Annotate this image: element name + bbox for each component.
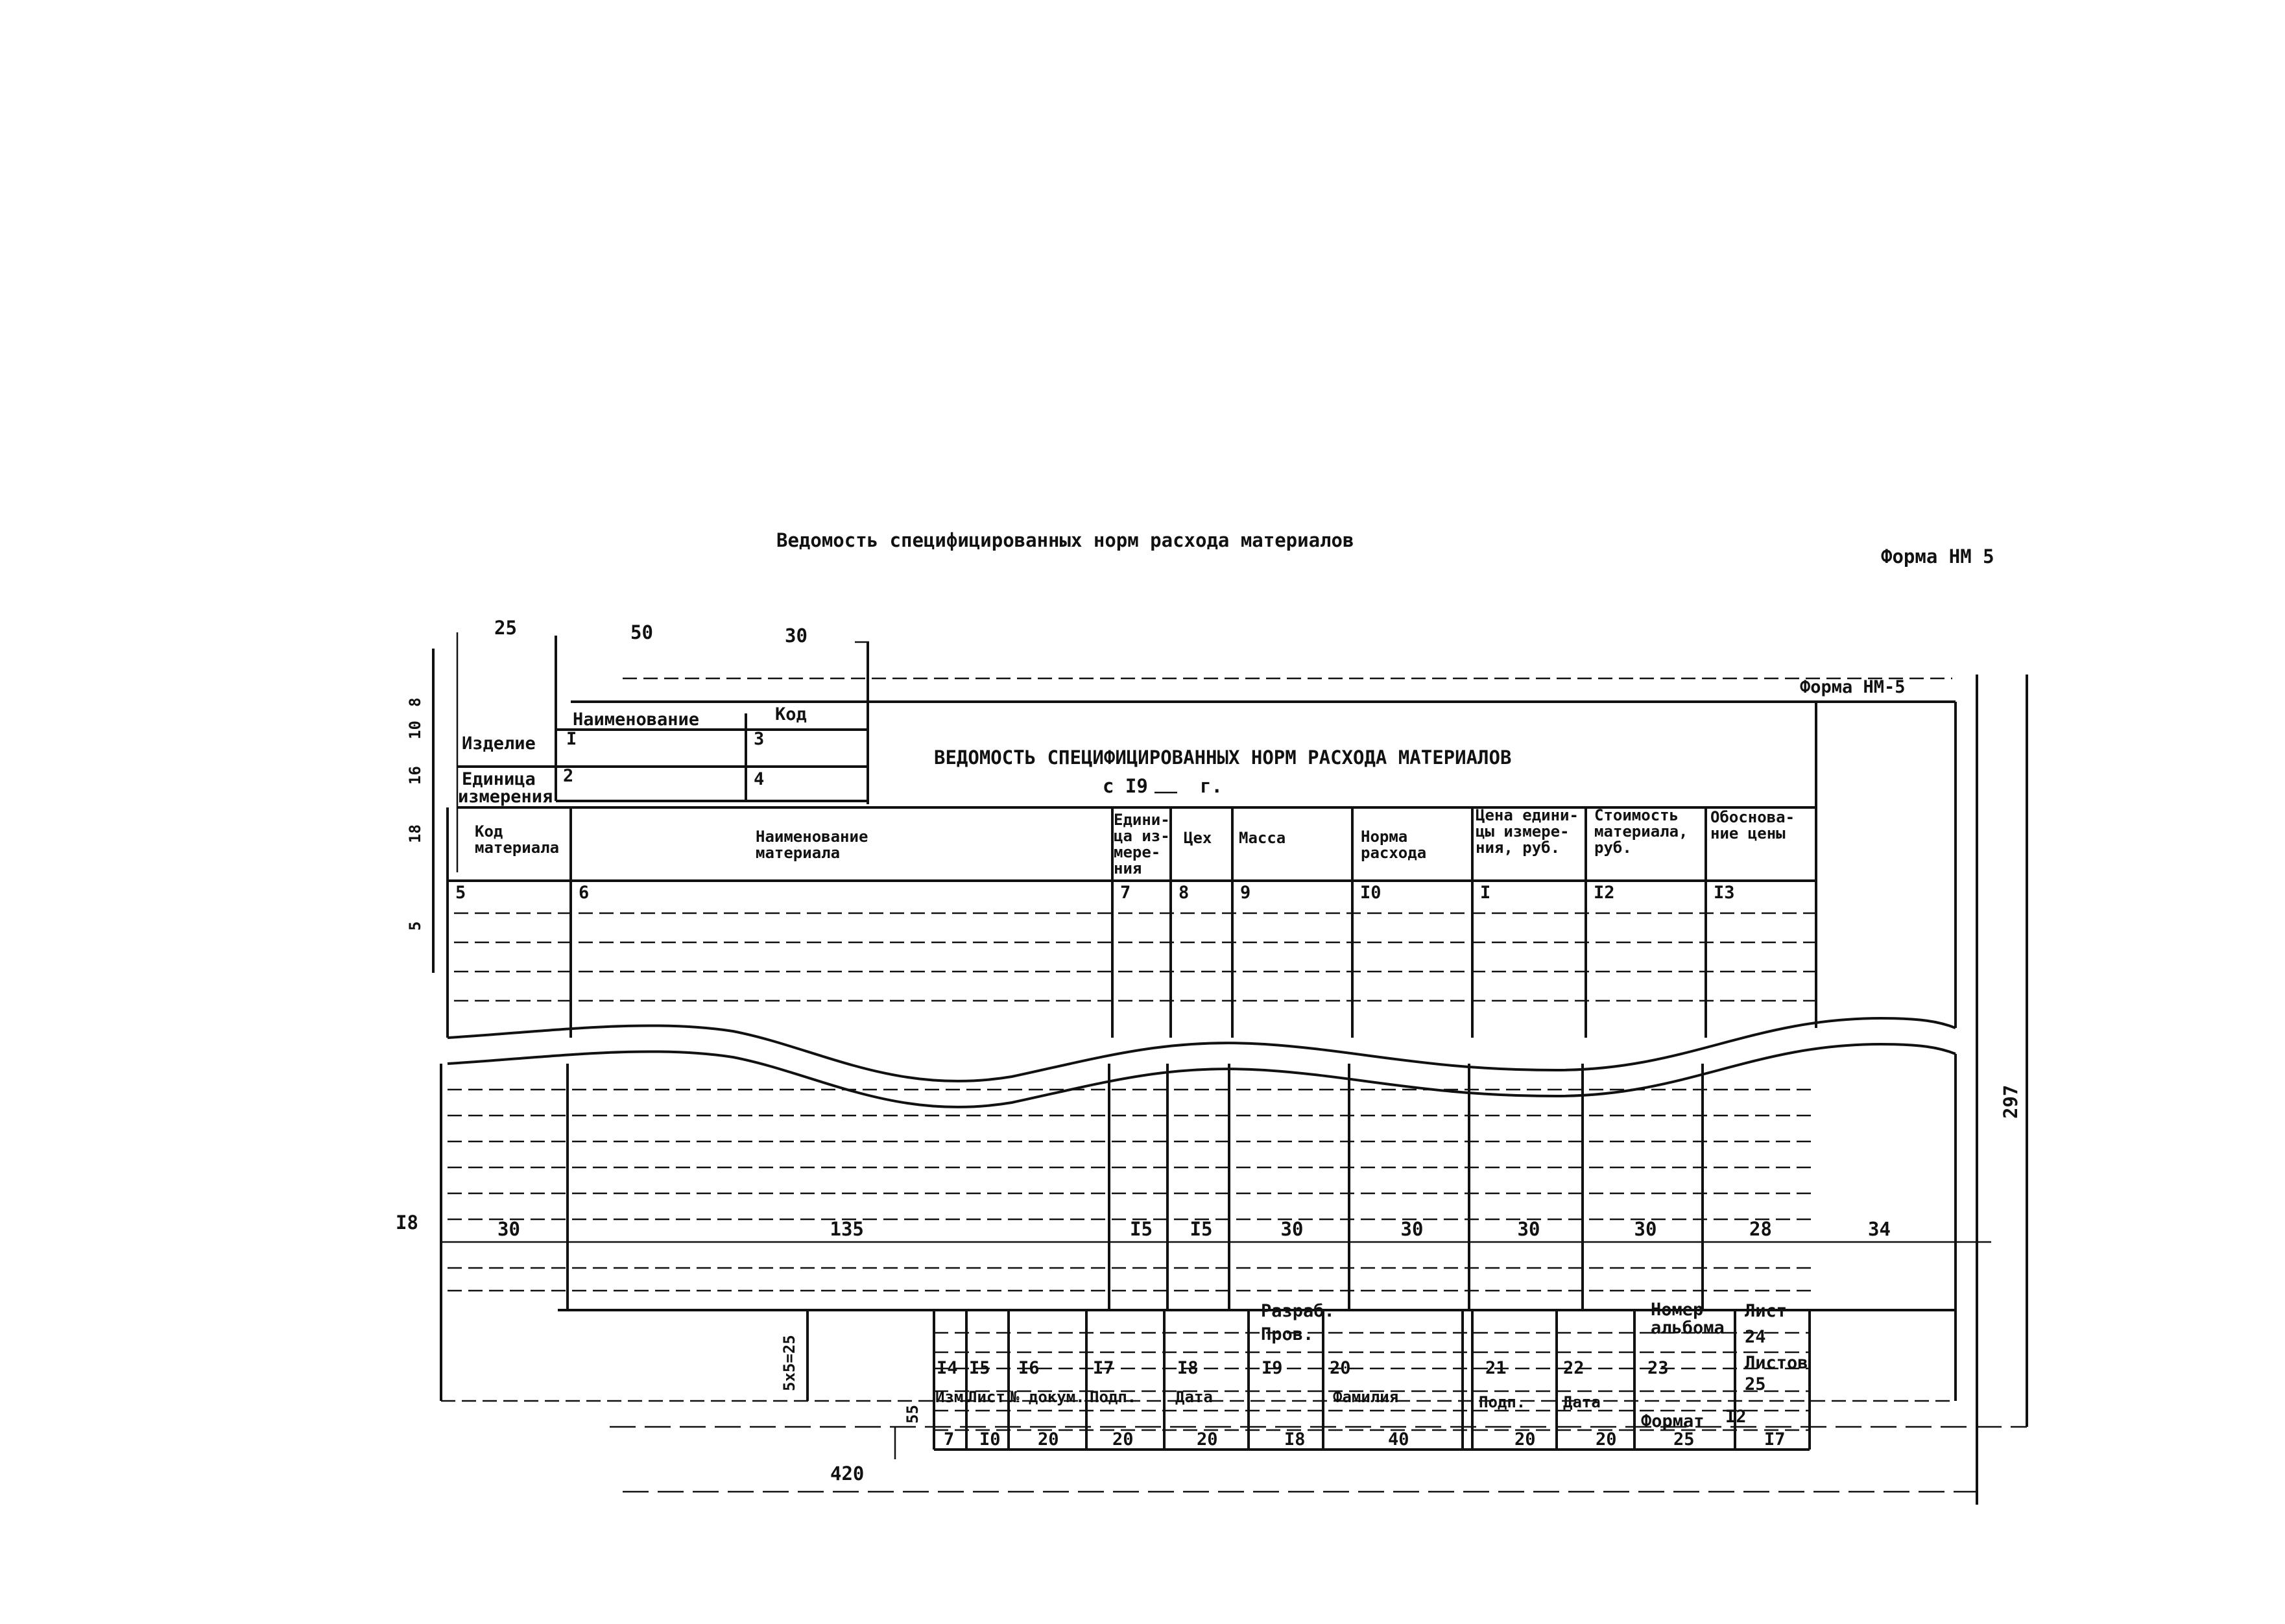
- row-rules-lower: [448, 1090, 1816, 1291]
- col-header-1: Код: [475, 822, 503, 841]
- stamp-width: 25: [1673, 1429, 1695, 1450]
- break-line-lower: [448, 1044, 1956, 1107]
- product-header-block: [457, 704, 868, 807]
- col-header-3: ния: [1114, 859, 1142, 878]
- col-width-6: 30: [1400, 1218, 1424, 1240]
- col-width-3: I5: [1130, 1218, 1153, 1240]
- left-height-dimensions: [406, 649, 433, 973]
- col-header-7: цы измере-: [1476, 822, 1570, 841]
- stamp-podp: Подп.: [1479, 1393, 1526, 1411]
- stamp-col-number: 23: [1647, 1358, 1669, 1378]
- col-header-3: Едини-: [1114, 811, 1170, 829]
- stamp-width: I0: [979, 1429, 1001, 1450]
- left-margin-height: I8: [396, 1212, 418, 1234]
- dim-width-30: 30: [785, 625, 808, 647]
- col-header-8: материала,: [1594, 822, 1688, 841]
- dim-width-50: 50: [630, 621, 653, 643]
- product-idx: I: [566, 729, 577, 749]
- stamp-label: Подп.: [1090, 1388, 1137, 1406]
- product-code-idx: 3: [754, 729, 765, 749]
- stamp-col-number: 20: [1330, 1358, 1351, 1378]
- col-header-1: материала: [475, 839, 560, 857]
- stamp-col-number: I9: [1262, 1358, 1283, 1378]
- col-header-3: мере-: [1114, 843, 1161, 861]
- col-header-2: Наименование: [756, 828, 868, 846]
- column-widths: [497, 1218, 1772, 1240]
- stamp-listov-idx: 25: [1745, 1374, 1766, 1394]
- unit-label-1: Единица: [462, 769, 536, 789]
- right-margin-width: 34: [1868, 1218, 1891, 1240]
- row-rules-upper: [454, 913, 1816, 1001]
- stamp-col-number: I4: [937, 1358, 958, 1378]
- stamp-list-idx: 24: [1745, 1327, 1766, 1347]
- stamp-album: Номер: [1651, 1300, 1704, 1320]
- unit-label-2: измерения: [458, 787, 553, 807]
- stamp-col-number: I8: [1177, 1358, 1199, 1378]
- stamp-familiya: Фамилия: [1333, 1388, 1399, 1406]
- stamp-data: Дата: [1563, 1393, 1601, 1411]
- stamp-width: I7: [1764, 1429, 1786, 1450]
- col-header-9: ние цены: [1710, 824, 1786, 842]
- col-width-2: 135: [830, 1218, 864, 1240]
- stamp-list: Лист: [1745, 1301, 1788, 1321]
- col-number-5: 9: [1240, 883, 1251, 903]
- col-width-8: 30: [1634, 1218, 1657, 1240]
- column-headers: [455, 806, 1795, 903]
- dim-height-5: 5: [406, 921, 424, 931]
- stamp-width: 40: [1388, 1429, 1409, 1450]
- unit-idx: 2: [563, 766, 574, 786]
- dim-width-25: 25: [494, 617, 517, 639]
- col-header-6: расхода: [1361, 844, 1427, 862]
- period-prefix: с I9: [1103, 775, 1148, 797]
- stamp-col-number: I7: [1093, 1358, 1114, 1378]
- dim-height-16: 16: [406, 766, 424, 785]
- stamp-col-number: 21: [1485, 1358, 1507, 1378]
- dim-height-10: 10: [406, 721, 424, 739]
- col-width-5: 30: [1280, 1218, 1304, 1240]
- code-label: Код: [775, 704, 807, 724]
- stamp-width: 20: [1514, 1429, 1536, 1450]
- unit-code-idx: 4: [754, 769, 765, 789]
- col-header-7: ния, руб.: [1476, 839, 1561, 857]
- stamp-label: Дата: [1175, 1388, 1213, 1406]
- col-header-4: Цех: [1184, 829, 1212, 847]
- stamp-label: Изм.: [935, 1388, 973, 1406]
- period-suffix: г.: [1200, 775, 1223, 797]
- col-header-3: ца из-: [1114, 827, 1170, 845]
- stamp-width: 20: [1112, 1429, 1134, 1450]
- col-header-6: Норма: [1361, 828, 1408, 846]
- name-label: Наименование: [573, 710, 700, 730]
- page-title: Ведомость специфицированных норм расхода материалов: [776, 529, 1354, 551]
- stamp-album: альбома: [1651, 1318, 1725, 1338]
- col-number-6: I0: [1360, 883, 1382, 903]
- stamp-col-number: 22: [1563, 1358, 1585, 1378]
- col-header-8: Стоимость: [1594, 806, 1679, 824]
- stamp-height-label: 5x5=25: [780, 1335, 798, 1391]
- col-number-8: I2: [1594, 883, 1615, 903]
- col-width-4: I5: [1190, 1218, 1213, 1240]
- col-number-1: 5: [455, 883, 466, 903]
- stamp-razrab: Разраб.: [1261, 1301, 1335, 1321]
- col-width-7: 30: [1517, 1218, 1540, 1240]
- stamp-width: 7: [944, 1429, 955, 1450]
- dim-height-8: 8: [406, 697, 424, 707]
- total-height: 297: [2000, 1084, 2022, 1119]
- title-stamp: [780, 1300, 1810, 1459]
- form-label: Форма НМ 5: [1881, 545, 1994, 567]
- stamp-col-number: I5: [969, 1358, 990, 1378]
- stamp-prov: Пров.: [1261, 1324, 1314, 1344]
- total-width: 420: [830, 1463, 865, 1485]
- col-number-4: 8: [1178, 883, 1190, 903]
- col-number-9: I3: [1714, 883, 1735, 903]
- stamp-width: 20: [1596, 1429, 1617, 1450]
- form-label-inner: Форма НМ-5: [1800, 677, 1906, 697]
- stamp-label: Лист: [968, 1388, 1005, 1406]
- product-label: Изделие: [462, 734, 536, 754]
- col-header-5: Масса: [1239, 829, 1286, 847]
- stamp-label: № докум.: [1010, 1388, 1085, 1406]
- col-width-9: 28: [1749, 1218, 1772, 1240]
- stamp-width: 20: [1038, 1429, 1059, 1450]
- form-title: ВЕДОМОСТЬ СПЕЦИФИЦИРОВАННЫХ НОРМ РАСХОДА МАТЕРИАЛОВ: [934, 746, 1512, 769]
- stamp-width: I8: [1284, 1429, 1306, 1450]
- col-width-1: 30: [497, 1218, 520, 1240]
- col-header-9: Обоснова-: [1710, 808, 1795, 826]
- stamp-listov: Листов: [1745, 1353, 1808, 1373]
- stamp-format-val: I2: [1725, 1407, 1747, 1427]
- col-header-2: материала: [756, 844, 841, 862]
- stamp-bottom-height: 55: [903, 1405, 922, 1424]
- stamp-width: 20: [1197, 1429, 1218, 1450]
- break-line-upper: [448, 1018, 1956, 1081]
- stamp-format: Формат: [1641, 1411, 1705, 1431]
- col-number-7: I: [1480, 883, 1491, 903]
- stamp-col-number: I6: [1018, 1358, 1040, 1378]
- col-header-7: Цена едини-: [1476, 806, 1579, 824]
- dim-height-18: 18: [406, 824, 424, 843]
- col-number-2: 6: [579, 883, 590, 903]
- col-header-8: руб.: [1594, 839, 1632, 857]
- col-number-3: 7: [1120, 883, 1131, 903]
